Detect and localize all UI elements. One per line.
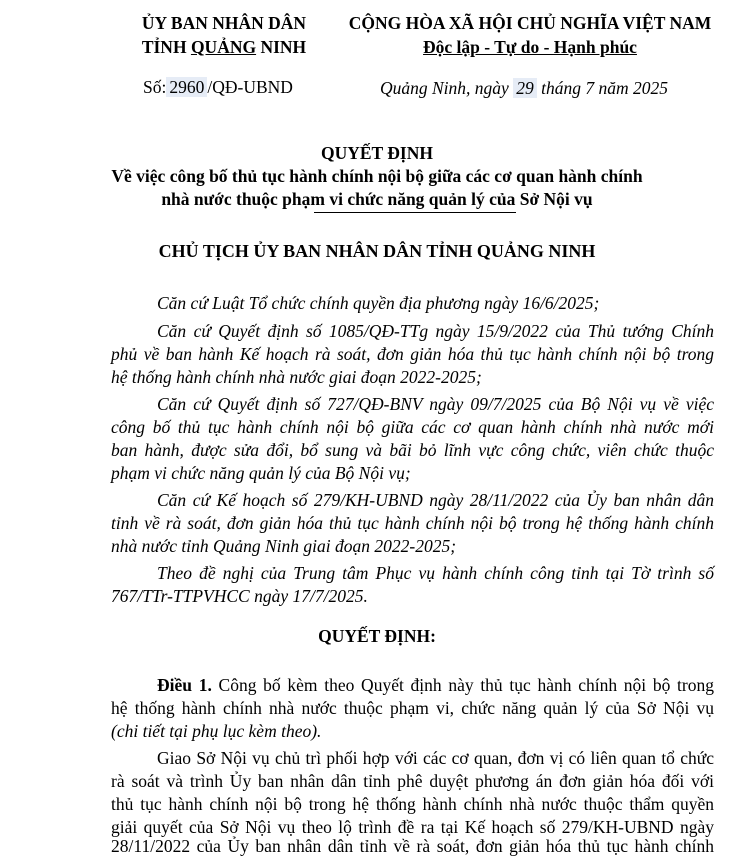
basis-5-line-1: Theo đề nghị của Trung tâm Phục vụ hành chính công tỉnh tại Tờ trình số bbox=[157, 563, 714, 583]
article-1-para2-line-1: Giao Sở Nội vụ chủ trì phối hợp với các cơ quan, đơn vị có liên quan tổ chức bbox=[157, 748, 714, 768]
document-number bbox=[143, 77, 293, 98]
basis-2-line-1: Căn cứ Quyết định số 1085/QĐ-TTg ngày 15/9/2022 của Thủ tướng Chính bbox=[157, 321, 714, 341]
basis-3-line-2: công bố thủ tục hành chính nội bộ giữa các cơ quan hành chính nhà nước mới bbox=[111, 417, 714, 437]
org-name-line1: ỦY BAN NHÂN DÂN bbox=[141, 13, 307, 33]
article-1-line-3: (chi tiết tại phụ lục kèm theo). bbox=[111, 721, 322, 741]
basis-4-line-3: nhà nước tỉnh Quảng Ninh giai đoạn 2022-2025; bbox=[111, 536, 457, 556]
issue-date bbox=[380, 78, 668, 99]
decision-subtitle-1: Về việc công bố thủ tục hành chính nội bộ giữa các cơ quan hành chính bbox=[111, 166, 643, 186]
article-1-text: Công bố kèm theo Quyết định này thủ tục hành chính nội bộ trong bbox=[211, 675, 714, 695]
basis-3-line-1: Căn cứ Quyết định số 727/QĐ-BNV ngày 09/7/2025 của Bộ Nội vụ về việc bbox=[157, 394, 714, 414]
basis-4-line-1: Căn cứ Kế hoạch số 279/KH-UBND ngày 28/11/2022 của Ủy ban nhân dân bbox=[157, 490, 714, 510]
motto-text: Độc lập - Tự do - Hạnh phúc bbox=[423, 37, 637, 57]
article-1-line-1 bbox=[157, 675, 714, 696]
article-1-para2-line-5: 28/11/2022 của Ủy ban nhân dân tỉnh về rà soát, đơn giản hóa thủ tục hành chính bbox=[111, 836, 714, 856]
date-suffix: tháng 7 năm 2025 bbox=[541, 78, 668, 98]
org-province-prefix: TỈNH bbox=[141, 37, 191, 57]
date-day: 29 bbox=[513, 78, 537, 98]
article-1-para2-line-4: giải quyết của Sở Nội vụ theo lộ trình đề ra tại Kế hoạch số 279/KH-UBND ngày bbox=[111, 817, 714, 837]
title-underline bbox=[314, 212, 516, 213]
decision-title: QUYẾT ĐỊNH bbox=[321, 143, 433, 163]
org-province-name-b: NINH bbox=[256, 37, 307, 57]
article-1-para2-line-3: thủ tục hành chính nội bộ trong hệ thống hành chính nhà nước thuộc thẩm quyền bbox=[111, 794, 714, 814]
decision-heading: QUYẾT ĐỊNH: bbox=[318, 626, 436, 646]
doc-no-suffix: /QĐ-UBND bbox=[207, 77, 293, 97]
date-prefix: Quảng Ninh, ngày bbox=[380, 78, 509, 98]
decision-subtitle-2: nhà nước thuộc phạm vi chức năng quản lý của Sở Nội vụ bbox=[161, 189, 593, 209]
article-1-label: Điều 1. bbox=[157, 675, 212, 695]
org-province-name-a: QUẢNG bbox=[190, 37, 257, 57]
article-1-para2-line-2: rà soát và trình Ủy ban nhân dân tỉnh phê duyệt phương án đơn giản hóa đối với bbox=[111, 771, 714, 791]
basis-2-line-2: phủ về ban hành Kế hoạch rà soát, đơn giản hóa thủ tục hành chính nội bộ trong bbox=[111, 344, 714, 364]
basis-2-line-3: hệ thống hành chính nhà nước giai đoạn 2022-2025; bbox=[111, 367, 482, 387]
nation-title: CỘNG HÒA XÃ HỘI CHỦ NGHĨA VIỆT NAM bbox=[348, 13, 712, 33]
authority-heading: CHỦ TỊCH ỦY BAN NHÂN DÂN TỈNH QUẢNG NINH bbox=[158, 241, 596, 261]
nation-motto bbox=[340, 37, 720, 58]
basis-3-line-3: ban hành, được sửa đổi, bổ sung và bãi bỏ lĩnh vực công chức, viên chức thuộc bbox=[111, 440, 714, 460]
doc-no-value: 2960 bbox=[166, 77, 207, 97]
basis-5-line-2: 767/TTr-TTPVHCC ngày 17/7/2025. bbox=[111, 586, 368, 606]
doc-no-prefix: Số: bbox=[143, 77, 167, 97]
basis-4-line-2: tỉnh về rà soát, đơn giản hóa thủ tục hành chính nội bộ trong hệ thống hành chính bbox=[111, 513, 714, 533]
basis-3-line-4: phạm vi chức năng quản lý của Bộ Nội vụ; bbox=[111, 463, 411, 483]
article-1-line-2: hệ thống hành chính nhà nước thuộc phạm vi, chức năng quản lý của Sở Nội vụ bbox=[111, 698, 714, 718]
basis-1-line-1: Căn cứ Luật Tổ chức chính quyền địa phương ngày 16/6/2025; bbox=[157, 293, 600, 313]
org-name-line2 bbox=[118, 37, 330, 58]
